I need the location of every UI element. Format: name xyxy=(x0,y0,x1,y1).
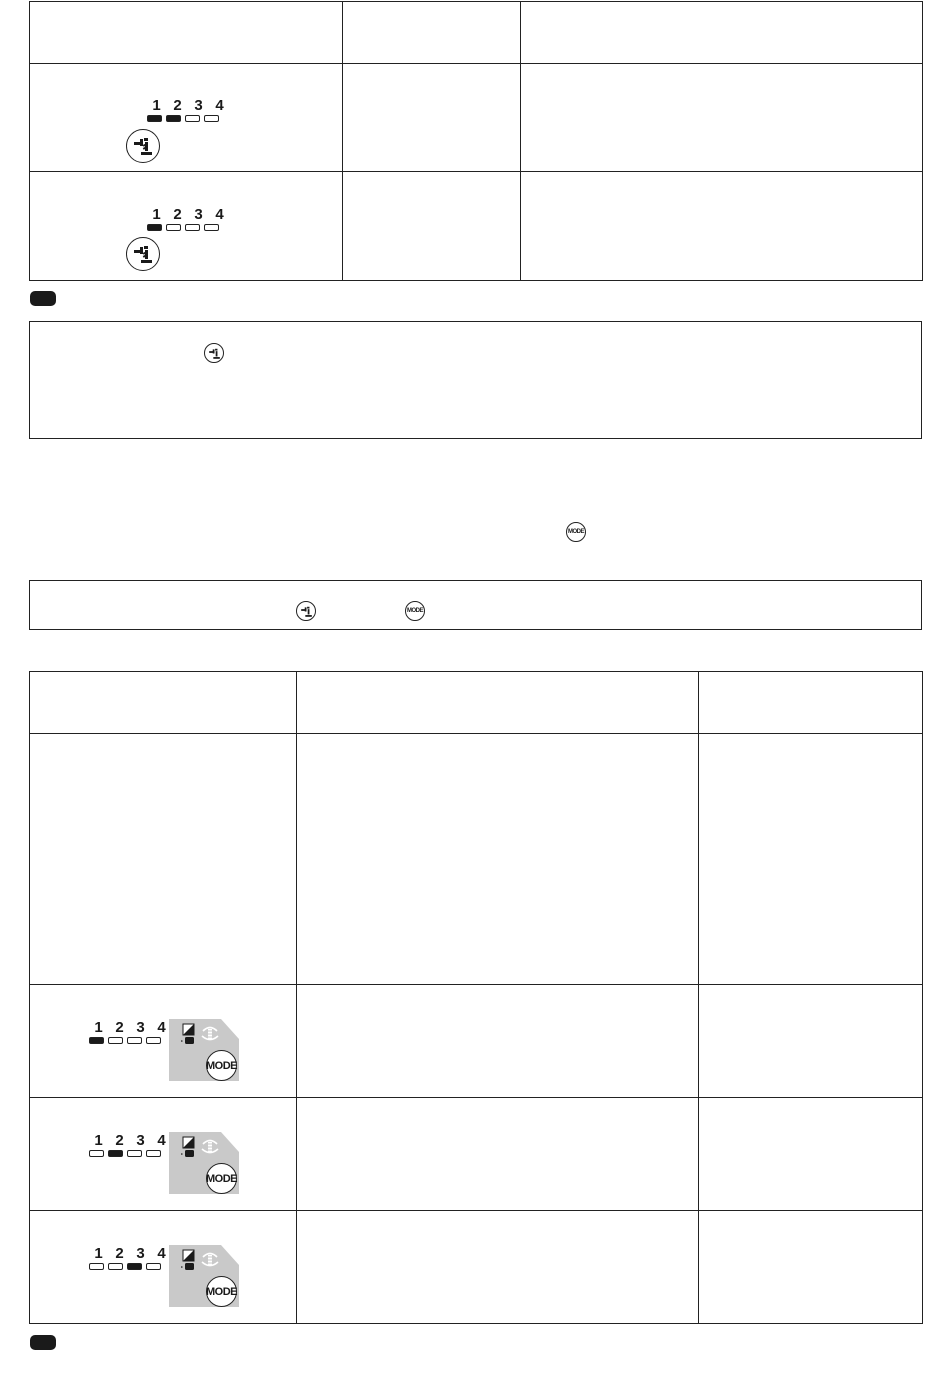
mode-control-panel xyxy=(169,1132,239,1194)
table-1 xyxy=(29,1,923,281)
level-led xyxy=(146,1037,161,1044)
note-badge xyxy=(30,291,56,306)
level-indicator xyxy=(88,1020,172,1044)
level-led xyxy=(185,224,200,231)
level-led xyxy=(89,1150,104,1157)
table-1-row-divider xyxy=(29,171,923,172)
level-number: 4 xyxy=(215,97,224,114)
table-1-col-divider xyxy=(520,1,521,281)
level-led xyxy=(147,115,162,122)
light-mode-icon xyxy=(181,1023,195,1045)
level-number: 4 xyxy=(157,1019,166,1036)
rotation-mode-icon xyxy=(199,1136,221,1158)
level-indicator xyxy=(146,98,230,122)
table-1-row-divider xyxy=(29,63,923,64)
mode-button-label: MODE xyxy=(206,1059,237,1072)
torque-assist-icon xyxy=(300,605,313,618)
mode-icon-label: MODE xyxy=(407,608,423,614)
level-led xyxy=(108,1037,123,1044)
level-number: 2 xyxy=(173,206,182,223)
note-badge xyxy=(30,1335,56,1350)
mode-control-panel xyxy=(169,1245,239,1307)
table-2-row-divider xyxy=(29,1210,923,1211)
note-box xyxy=(29,580,922,630)
torque-assist-icon xyxy=(132,135,154,157)
level-led xyxy=(89,1037,104,1044)
mode-button-label: MODE xyxy=(206,1285,237,1298)
level-number: 2 xyxy=(167,98,188,113)
level-led xyxy=(127,1037,142,1044)
level-indicator xyxy=(88,1133,172,1157)
mode-control-panel xyxy=(169,1019,239,1081)
torque-assist-button[interactable] xyxy=(126,129,160,163)
level-number: 3 xyxy=(130,1020,151,1035)
mode-icon-inline xyxy=(566,522,586,542)
mode-icon-label: MODE xyxy=(568,529,584,535)
level-led xyxy=(166,115,181,122)
table-1-col-divider xyxy=(342,1,343,281)
torque-assist-icon-inline xyxy=(296,601,316,621)
light-mode-icon xyxy=(181,1136,195,1158)
level-number: 4 xyxy=(157,1245,166,1262)
level-number: 4 xyxy=(157,1132,166,1149)
level-number: 3 xyxy=(188,98,209,113)
table-2-col-divider xyxy=(698,671,699,1324)
level-number: 2 xyxy=(109,1133,130,1148)
mode-icon-inline xyxy=(405,601,425,621)
level-number: 3 xyxy=(194,206,203,223)
table-2 xyxy=(29,671,923,1324)
level-led xyxy=(204,115,219,122)
level-led xyxy=(127,1263,142,1270)
level-number: 1 xyxy=(88,1133,109,1148)
light-mode-icon xyxy=(181,1249,195,1271)
table-2-row-divider xyxy=(29,984,923,985)
level-number: 3 xyxy=(130,1133,151,1148)
level-indicator xyxy=(88,1246,172,1270)
torque-assist-button[interactable] xyxy=(126,237,160,271)
table-2-row-divider xyxy=(29,733,923,734)
level-led xyxy=(127,1150,142,1157)
level-number: 1 xyxy=(88,1020,109,1035)
level-led xyxy=(146,1263,161,1270)
level-led xyxy=(108,1150,123,1157)
level-led xyxy=(89,1263,104,1270)
level-led xyxy=(108,1263,123,1270)
torque-assist-icon-inline xyxy=(204,343,224,363)
level-number: 3 xyxy=(130,1246,151,1261)
table-2-row-divider xyxy=(29,1097,923,1098)
mode-button[interactable] xyxy=(206,1050,237,1081)
note-box xyxy=(29,321,922,439)
torque-assist-icon xyxy=(132,243,154,265)
level-number: 1 xyxy=(88,1246,109,1261)
level-number: 2 xyxy=(109,1020,130,1035)
level-led xyxy=(166,224,181,231)
level-led xyxy=(204,224,219,231)
level-led xyxy=(146,1150,161,1157)
level-number: 2 xyxy=(109,1246,130,1261)
torque-assist-icon xyxy=(208,347,221,360)
level-led xyxy=(147,224,162,231)
level-number: 4 xyxy=(215,206,224,223)
level-number: 1 xyxy=(146,207,167,222)
level-led xyxy=(185,115,200,122)
mode-button[interactable] xyxy=(206,1163,237,1194)
level-indicator xyxy=(146,207,230,231)
rotation-mode-icon xyxy=(199,1023,221,1045)
rotation-mode-icon xyxy=(199,1249,221,1271)
level-number: 1 xyxy=(146,98,167,113)
mode-button-label: MODE xyxy=(206,1172,237,1185)
mode-button[interactable] xyxy=(206,1276,237,1307)
table-2-col-divider xyxy=(296,671,297,1324)
